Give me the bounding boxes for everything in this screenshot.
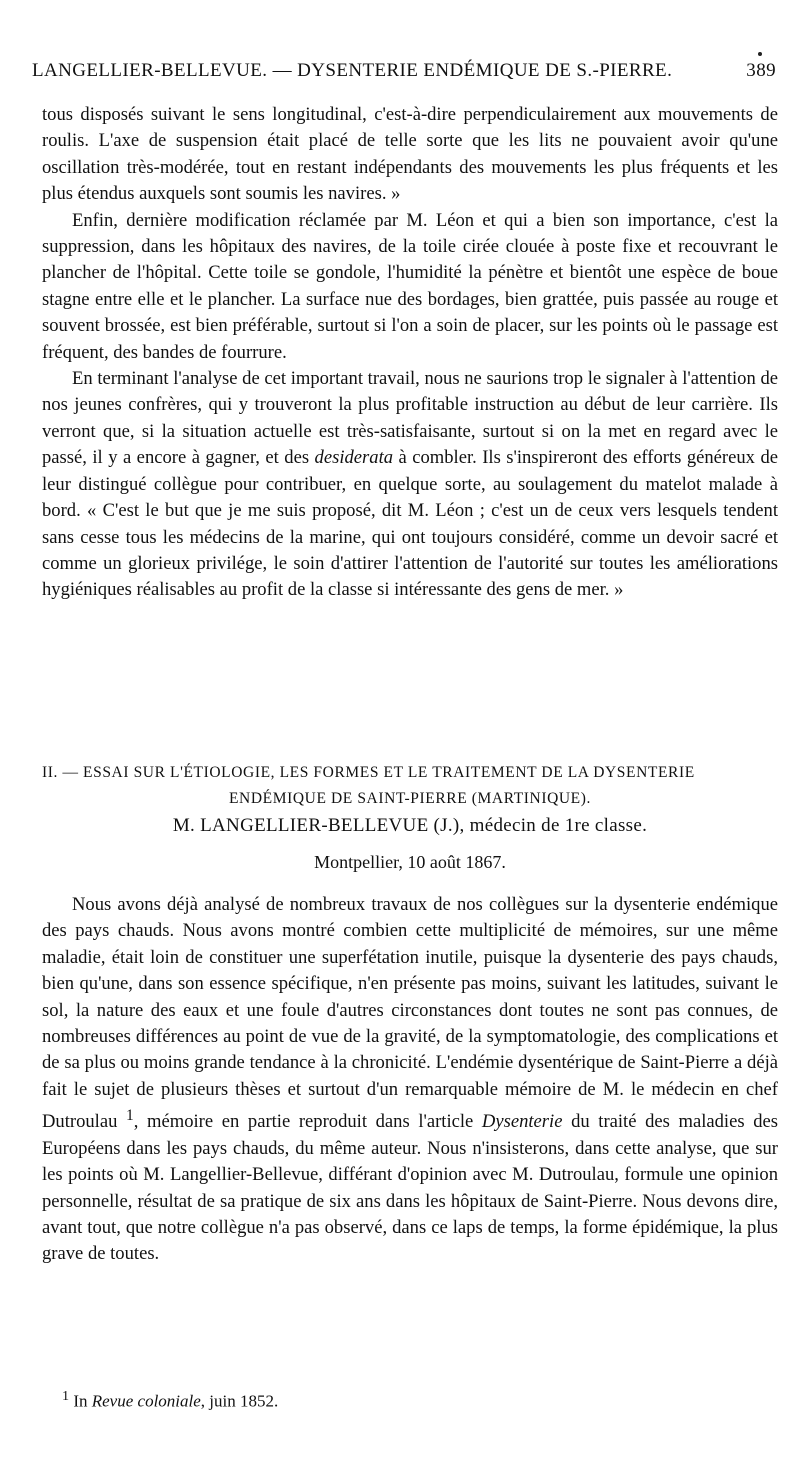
paragraph-4-italic: Dysenterie bbox=[481, 1111, 563, 1133]
running-header bbox=[32, 60, 776, 82]
text-block-top bbox=[42, 102, 778, 604]
section-title-line-2: ENDÉMIQUE DE SAINT-PIERRE (MARTINIQUE). bbox=[228, 790, 591, 807]
footnote-reference: 1 bbox=[126, 1107, 134, 1125]
paragraph-3 bbox=[42, 366, 778, 604]
section-dateline: Montpellier, 10 août 1867. bbox=[314, 852, 506, 872]
paragraph-4-text-c: du traité des maladies des Européens dans les pays chauds, du même auteur. Nous n'insisterons, dans cette analyse, que sur les points où M. Langellier-Bellevue, différant d'opinion avec M. Dutroulau, formule une opinion personnelle, résultat de sa pratique de six ans dans les hôpitaux de Saint-Pierre. Nous devons dire, avant tout, que notre collègue n'a pas observé, dans ce laps de temps, la forme épidémique, la plus grave de toutes. bbox=[42, 1111, 778, 1265]
section-title-line-1: II. — ESSAI SUR L'ÉTIOLOGIE, LES FORMES ET LE TRAITEMENT DE LA DYSENTERIE bbox=[42, 764, 695, 781]
paragraph-4 bbox=[42, 892, 778, 1268]
paragraph-2: Enfin, dernière modification réclamée par M. Léon et qui a bien son importance, c'est la suppression, dans les hôpitaux des navires, de la toile cirée clouée à poste fixe et recouvrant le plancher de l'hôpital. Cette toile se gondole, l'humidité la pénètre et bientôt une espèce de boue stagne entre elle et le plancher. La surface nue des bordages, bien grattée, puis passée au rouge et souvent brossée, est bien préférable, surtout si l'on a soin de placer, sur les points où le passage est fréquent, des bandes de fourrure. bbox=[42, 209, 778, 363]
section-title bbox=[42, 760, 778, 812]
footnote-suffix: , juin 1852. bbox=[200, 1391, 279, 1411]
paragraph-4-text-b: , mémoire en partie reproduit dans l'article bbox=[133, 1111, 482, 1133]
page-number: 389 bbox=[746, 60, 776, 81]
ink-speck bbox=[758, 52, 762, 56]
text-block-bottom bbox=[42, 892, 778, 1268]
paragraph-1: tous disposés suivant le sens longitudinal, c'est-à-dire perpendiculairement aux mouvements de roulis. L'axe de suspension était placé de telle sorte que les lits ne pouvaient avoir qu'une oscillation très-modérée, tout en restant indépendants des mouvements les plus fréquents et les plus étendus auxquels sont soumis les navires. » bbox=[42, 104, 778, 205]
footnote-prefix: In bbox=[73, 1391, 92, 1411]
paragraph-3-italic: desiderata bbox=[314, 447, 394, 469]
running-title: LANGELLIER-BELLEVUE. — DYSENTERIE ENDÉMIQUE DE S.-PIERRE. bbox=[32, 60, 673, 81]
paragraph-3-text-a: En terminant l'analyse de cet important travail, nous ne saurions trop le signaler à l'attention de nos jeunes confrères, qui y trouveront la plus profitable instruction au début de leur carrière. Ils verront que, si la situation actuelle est très-satisfaisante, surtout si on la met en regard avec le passé, il y a encore à gagner, et des bbox=[42, 368, 778, 469]
section-author: M. LANGELLIER-BELLEVUE (J.), médecin de 1re classe. bbox=[172, 815, 648, 836]
paragraph-4-text-a: Nous avons déjà analysé de nombreux travaux de nos collègues sur la dysenterie endémique des pays chauds. Nous avons montré combien cette multiplicité de mémoires, sur une même maladie, était loin de constituer une superfétation inutile, puisque la dysenterie des pays chauds, bien qu'une, dans son essence spécifique, n'en présente pas moins, suivant les latitudes, suivant le sol, la nature des eaux et une foule d'autres circonstances dont toutes ne sont pas connues, de nombreuses différences au point de vue de la gravité, de la symptomatologie, des complications et de sa plus ou moins grande tendance à la chronicité. L'endémie dysentérique de Saint-Pierre a déjà fait le sujet de plusieurs thèses et surtout d'un remarquable mémoire de M. le médecin en chef Dutroulau bbox=[42, 894, 778, 1133]
footnote bbox=[62, 1388, 278, 1412]
paragraph-3-text-b: à combler. Ils s'inspireront des efforts généreux de leur distingué collègue pour contribuer, en quelque sorte, au soulagement du matelot malade à bord. « C'est le but que je me suis proposé, dit M. Léon ; c'est un de ceux vers lesquels tendent sans cesse tous les médecins de la marine, qui ont toujours considéré, comme un devoir sacré et comme un glorieux privilége, le soin d'attirer l'attention de l'autorité sur toutes les améliorations hygiéniques réalisables au profit de la classe si intéressante des gens de mer. » bbox=[42, 447, 778, 601]
footnote-italic: Revue coloniale bbox=[91, 1391, 201, 1411]
footnote-marker: 1 bbox=[62, 1388, 70, 1404]
